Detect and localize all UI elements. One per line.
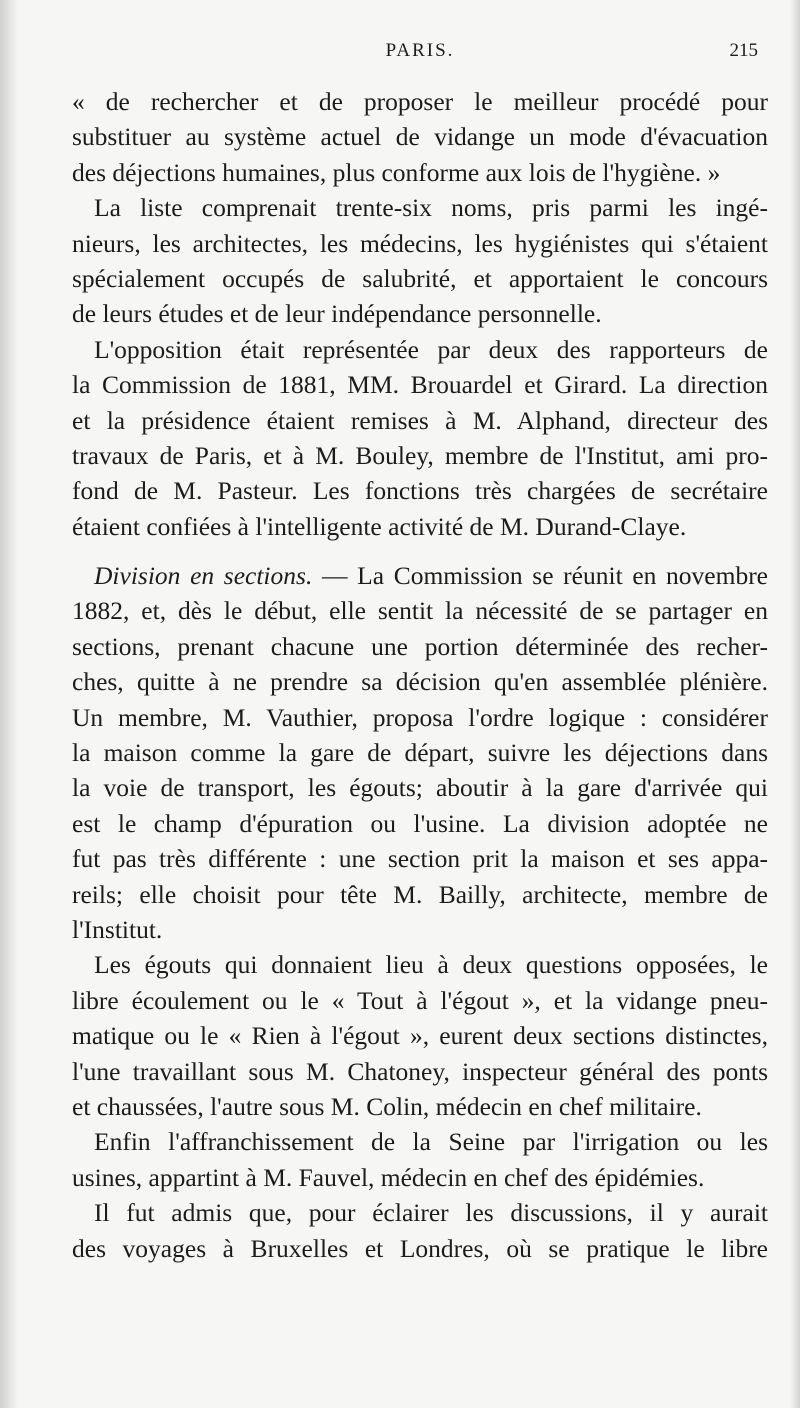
- text-line: fond de M. Pasteur. Les fonctions très chargées de secrétaire: [72, 476, 768, 506]
- text-line: Il fut admis que, pour éclairer les discussions, il y aurait: [94, 1198, 768, 1228]
- text-line: spécialement occupés de salubrité, et apportaient le concours: [72, 263, 768, 293]
- page-number: 215: [729, 40, 758, 61]
- paragraph-quote-end: [72, 84, 768, 190]
- paragraph-commission-list: [72, 190, 768, 332]
- text-line: et la présidence étaient remises à M. Alphand, directeur des: [72, 405, 768, 435]
- section-heading-rest: — La Commission se réunit en novembre: [321, 561, 769, 591]
- text-line: libre écoulement ou le « Tout à l'égout », et la vidange pneu-: [72, 985, 768, 1015]
- text-line: de leurs études et de leur indépendance personnelle.: [72, 299, 602, 329]
- text-line: la Commission de 1881, MM. Brouardel et Girard. La direction: [72, 370, 768, 400]
- section-heading: Division en sections.: [94, 561, 313, 591]
- body-text: [72, 84, 768, 1266]
- section-spacer: [72, 544, 768, 558]
- text-line: matique ou le « Rien à l'égout », eurent deux sections distinctes,: [72, 1021, 768, 1051]
- text-line: Les égouts qui donnaient lieu à deux questions opposées, le: [94, 950, 768, 980]
- paragraph-seine: [72, 1124, 768, 1195]
- text-line: la maison comme la gare de départ, suivre les déjections dans: [72, 738, 768, 768]
- running-title: PARIS.: [385, 40, 455, 61]
- text-line: ches, quitte à ne prendre sa décision qu'en assemblée plénière.: [72, 667, 768, 697]
- text-line: travaux de Paris, et à M. Bouley, membre de l'Institut, ami pro-: [72, 440, 768, 470]
- text-line: la voie de transport, les égouts; aboutir à la gare d'arrivée qui: [72, 773, 768, 803]
- text-line: étaient confiées à l'intelligente activité de M. Durand-Claye.: [72, 511, 687, 541]
- text-line: « de rechercher et de proposer le meilleur procédé pour: [72, 87, 768, 116]
- text-line: La liste comprenait trente-six noms, pris parmi les ingé-: [94, 193, 768, 223]
- text-line: substituer au système actuel de vidange un mode d'évacuation: [72, 122, 768, 152]
- text-line: usines, appartint à M. Fauvel, médecin en chef des épidémies.: [72, 1162, 705, 1192]
- paragraph-egouts: [72, 947, 768, 1124]
- paragraph-voyages: [72, 1195, 768, 1266]
- text-line: reils; elle choisit pour tête M. Bailly, architecte, membre de: [72, 879, 768, 909]
- text-line: fut pas très différente : une section prit la maison et ses appa-: [72, 844, 768, 874]
- text-line: sections, prenant chacune une portion déterminée des recher-: [72, 631, 768, 661]
- text-line: nieurs, les architectes, les médecins, les hygiénistes qui s'étaient: [72, 228, 768, 258]
- text-line: Un membre, M. Vauthier, proposa l'ordre logique : considérer: [72, 702, 768, 732]
- text-line: et chaussées, l'autre sous M. Colin, médecin en chef militaire.: [72, 1091, 702, 1121]
- text-line: [72, 558, 768, 593]
- text-line: L'opposition était représentée par deux des rapporteurs de: [94, 334, 768, 364]
- text-line: est le champ d'épuration ou l'usine. La division adoptée ne: [72, 808, 768, 838]
- running-head: [70, 40, 770, 70]
- paragraph-division-sections: [72, 558, 768, 947]
- text-line: l'Institut.: [72, 914, 163, 944]
- text-line: des déjections humaines, plus conforme aux lois de l'hygiène. »: [72, 157, 721, 187]
- text-line: 1882, et, dès le début, elle sentit la nécessité de se partager en: [72, 596, 768, 626]
- paragraph-opposition: [72, 332, 768, 544]
- text-line: l'une travaillant sous M. Chatoney, inspecteur général des ponts: [72, 1056, 768, 1086]
- text-line: Enfin l'affranchissement de la Seine par l'irrigation ou les: [94, 1127, 768, 1157]
- text-line: des voyages à Bruxelles et Londres, où se pratique le libre: [72, 1233, 768, 1263]
